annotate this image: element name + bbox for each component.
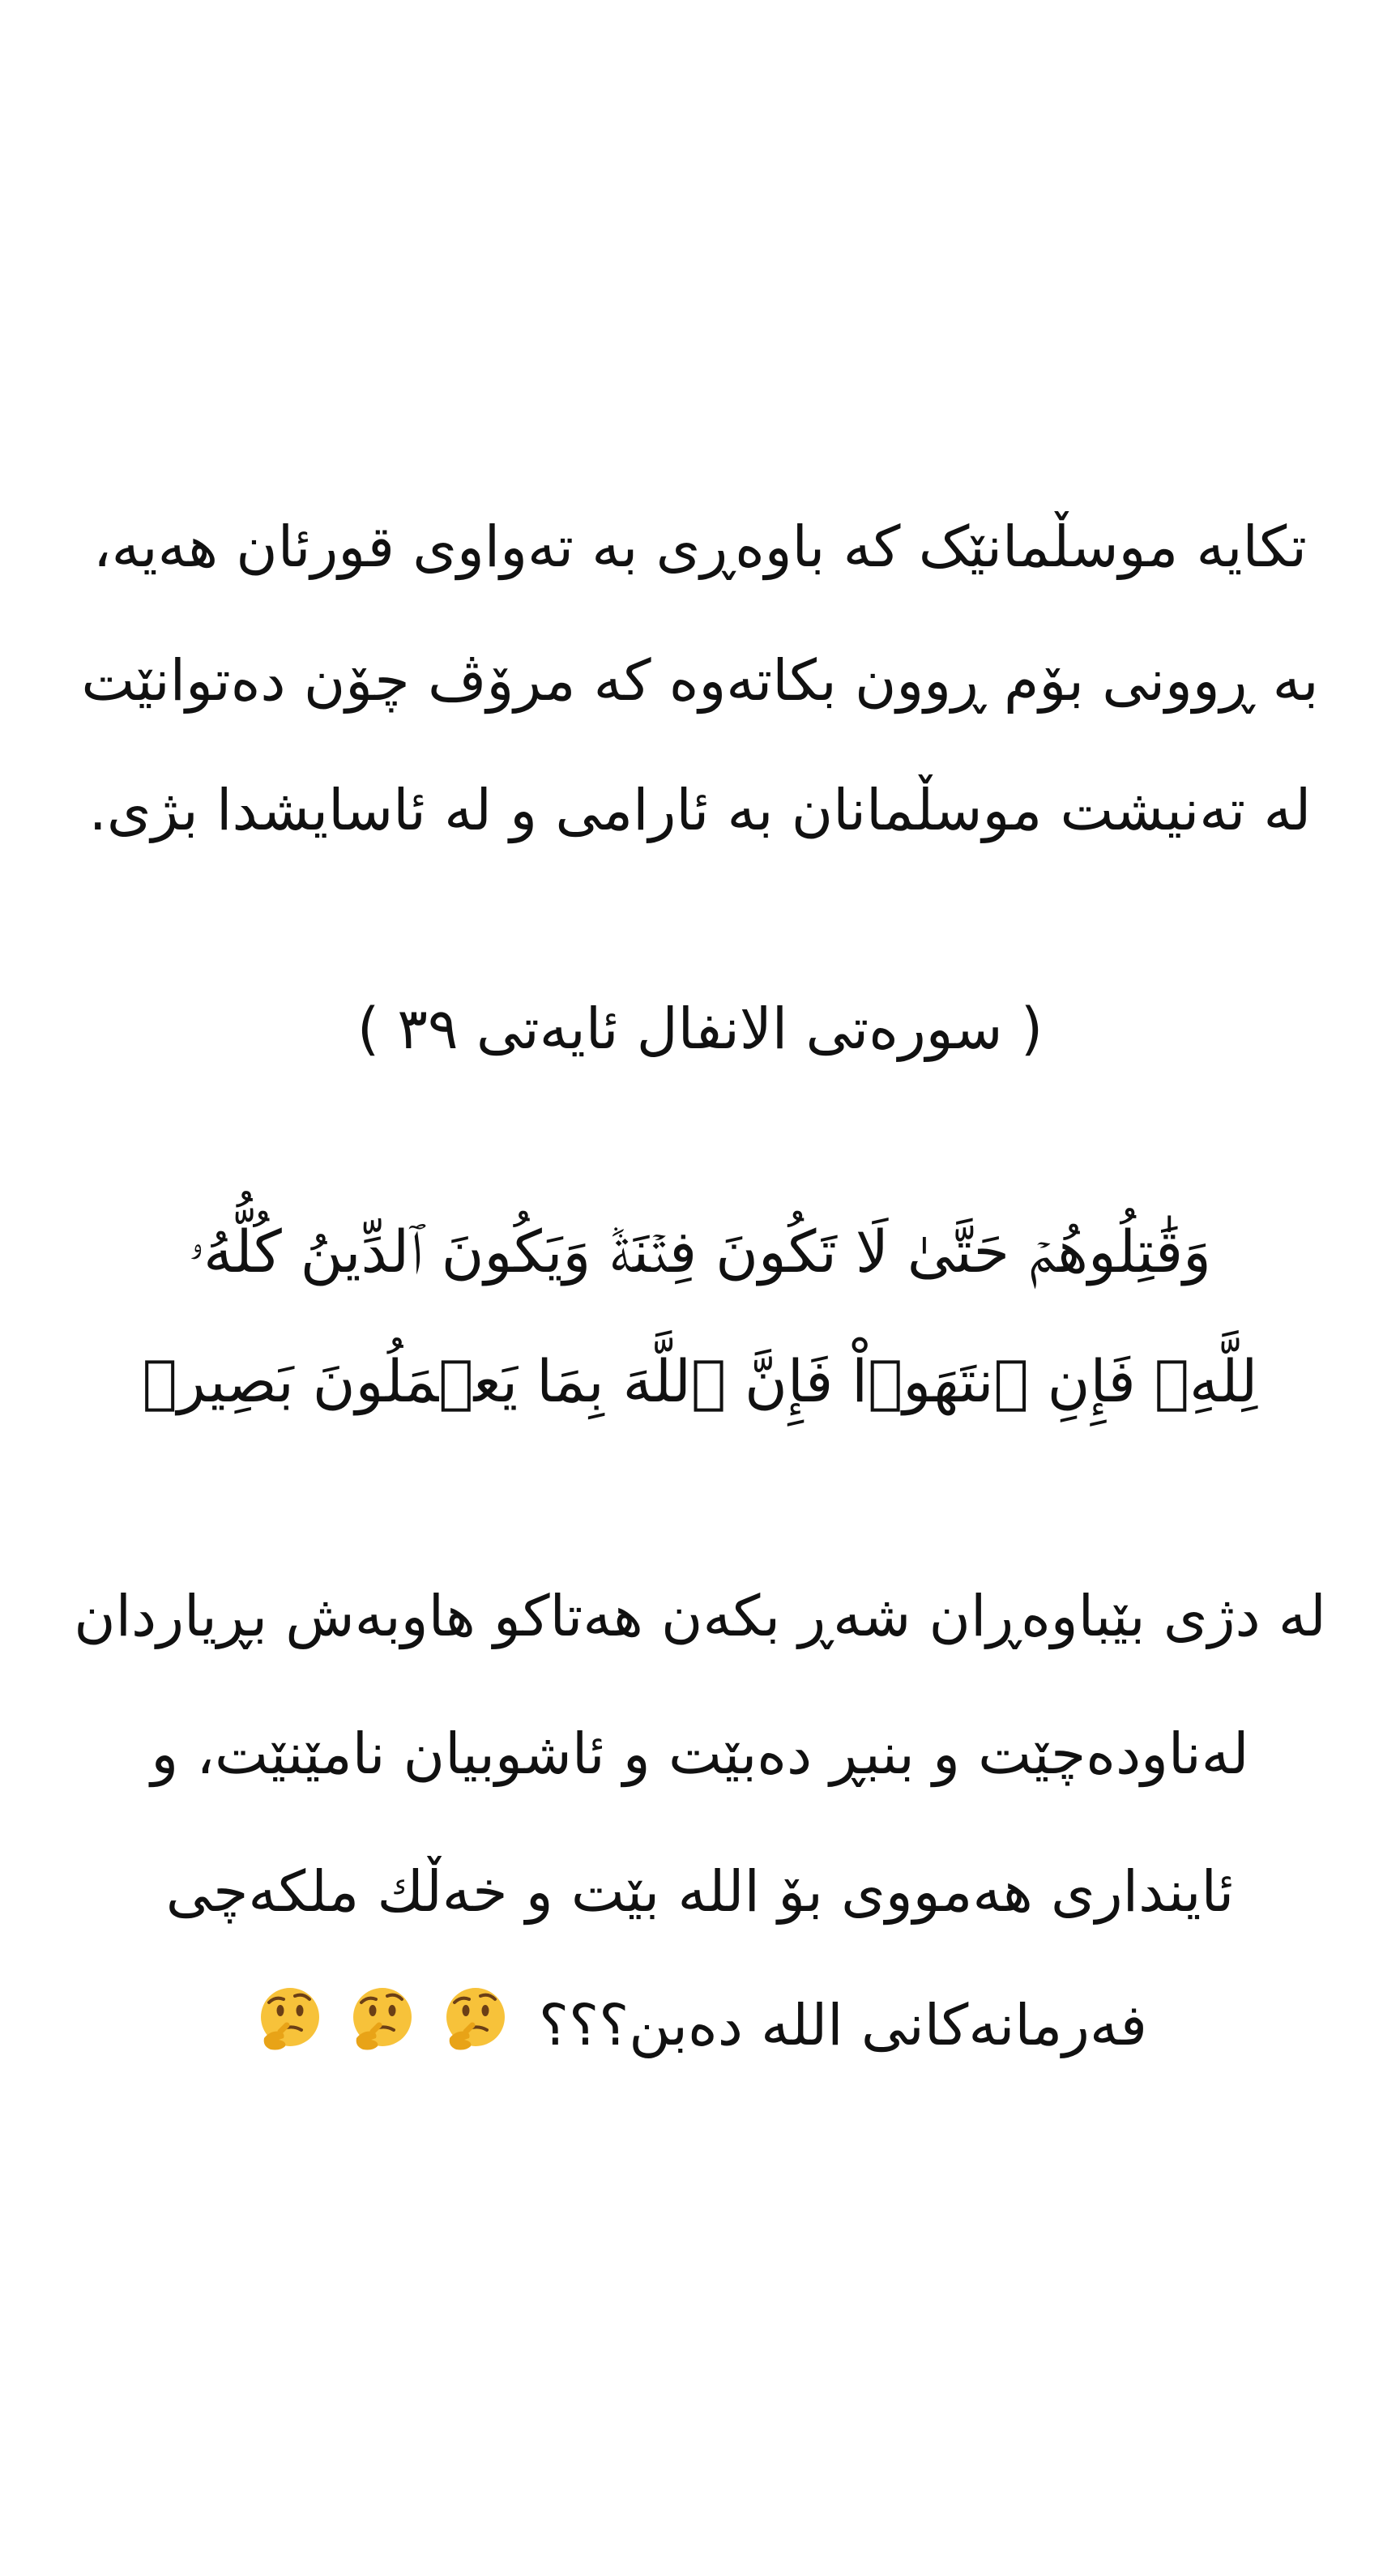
question-line-1: تکایە موسڵمانێک کە باوەڕی بە تەواوی قورئان هەیە،: [93, 514, 1307, 580]
verse-line-2: لِلَّهِۚ فَإِنِ ٱنتَهَوۡاْ فَإِنَّ ٱللَّهَ بِمَا يَعۡمَلُونَ بَصِيرٞ: [142, 1347, 1258, 1415]
translation-line-1: لە دژی بێباوەڕان شەڕ بکەن هەتاکو هاوبەش بڕیاردان: [74, 1583, 1326, 1649]
thinking-face-icon: [348, 1985, 416, 2074]
verse-line-1: وَقَٰتِلُوهُمۡ حَتَّىٰ لَا تَكُونَ فِتۡنَةٞ وَيَكُونَ ٱلدِّينُ كُلُّهُۥ: [189, 1218, 1211, 1286]
translation-line-4-text: فەرمانەکانی اللە دەبن؟؟؟: [538, 1992, 1147, 2059]
question-line-3: لە تەنیشت موسڵمانان بە ئارامی و لە ئاسایشدا بژی.: [88, 777, 1312, 843]
thinking-face-icon: [256, 1985, 324, 2074]
surah-reference: ( سورەتی الانفال ئایەتی ٣٩ ): [356, 996, 1044, 1062]
translation-line-4: [49, 1985, 1351, 2066]
translation-line-2: لەناودەچێت و بنبڕ دەبێت و ئاشوبیان نامێنێت، و: [151, 1721, 1249, 1787]
question-line-2: بە ڕوونی بۆم ڕوون بکاتەوە کە مرۆڤ چۆن دەتوانێت: [81, 647, 1319, 714]
thinking-emoji-group: [253, 1985, 513, 2074]
translation-line-3: ئاینداری هەمووی بۆ اللە بێت و خەڵك ملکەچی: [165, 1858, 1235, 1925]
thinking-face-icon: [442, 1985, 510, 2074]
